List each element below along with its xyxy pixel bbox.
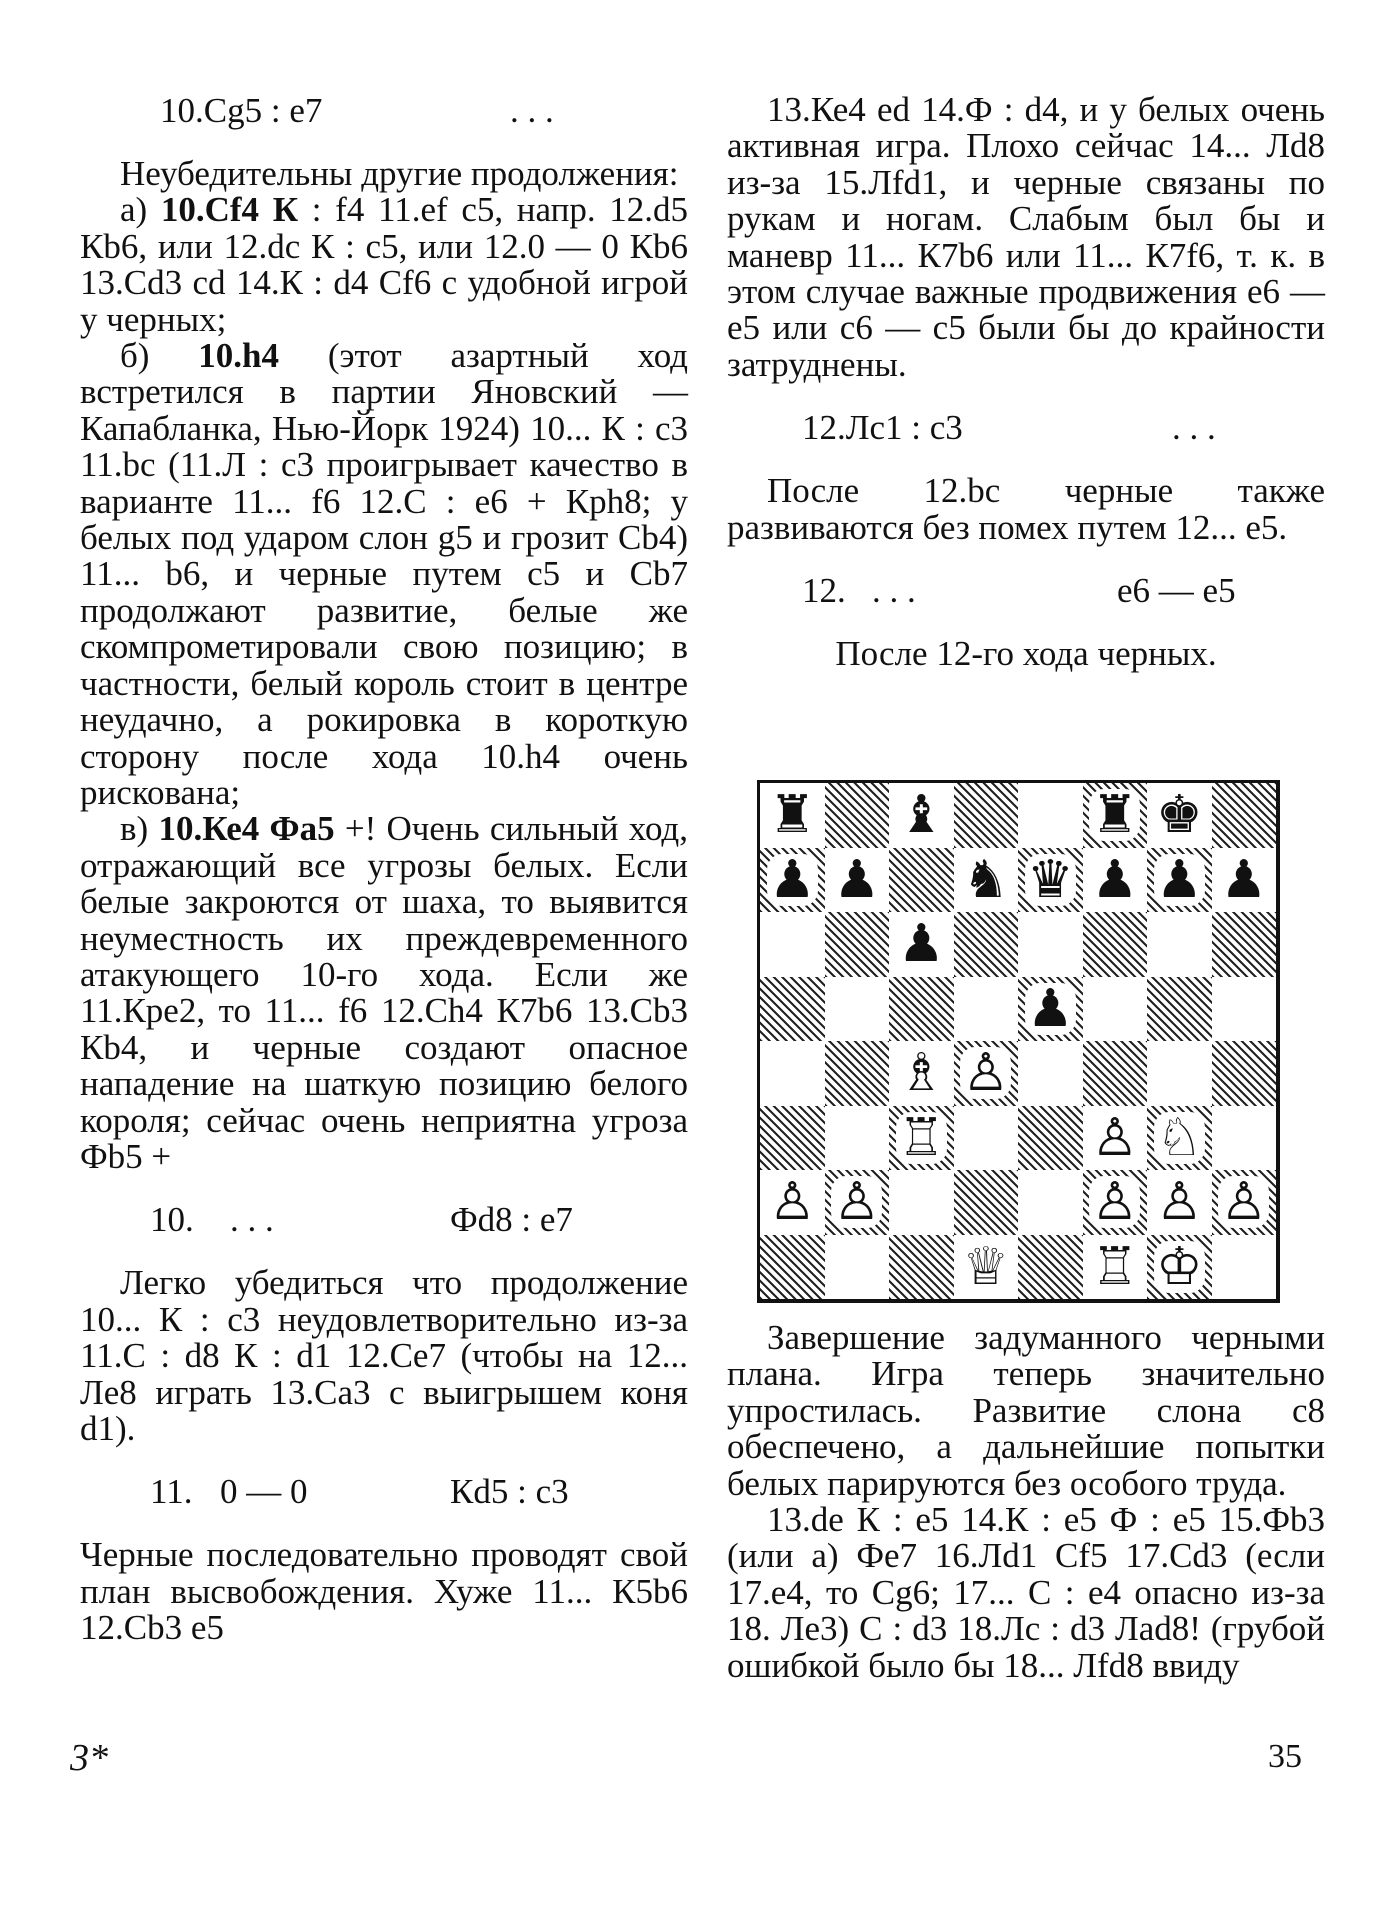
move-number: 10.Cg5 : e7 — [160, 91, 323, 130]
chess-piece-icon: ♗ — [897, 1043, 945, 1104]
board-square — [1147, 783, 1212, 848]
board-square — [1212, 1106, 1277, 1171]
page-number: 35 — [1268, 1738, 1302, 1775]
paragraph: Неубедительны другие продолжения: — [120, 154, 679, 193]
chess-piece-icon: ♙ — [768, 1172, 816, 1233]
board-square — [1147, 912, 1212, 977]
board-square — [889, 1170, 954, 1235]
board-square — [825, 912, 890, 977]
chess-piece-icon: ♟ — [768, 849, 816, 910]
board-square — [889, 783, 954, 848]
board-square — [1212, 848, 1277, 913]
move-reply: Фd8 : e7 — [450, 1200, 573, 1240]
right-column-lower — [727, 1320, 1325, 1684]
board-square — [760, 1170, 825, 1235]
chess-piece-icon: ♞ — [962, 849, 1010, 910]
board-square — [1083, 912, 1148, 977]
board-square — [1083, 977, 1148, 1042]
board-square — [760, 1041, 825, 1106]
board-square — [1018, 1170, 1083, 1235]
chess-piece-icon: ♔ — [1155, 1236, 1203, 1297]
board-square — [954, 912, 1019, 977]
variation-b: б) 10.h4 (этот азартный ход встретился в партии Яновский — Капабланка, Нью-Йорк 1924) 10... К : c3 11.bc (11.Л : c3 проигрывает качество в варианте 11... f6 12.C : e6 + Крh8; у белых под ударом слон g5 и грозит Cb4) 11... b6, и черные путем c5 и Cb7 продолжают развитие, белые же скомпрометировали свою позицию; в частности, белый король стоит в центре неудачно, а рокировка в короткую сторону после хода 10.h4 очень рискована; — [80, 336, 688, 812]
chess-piece-icon: ♟ — [1155, 849, 1203, 910]
move-line-11 — [80, 1473, 688, 1511]
board-square — [760, 848, 825, 913]
chess-piece-icon: ♟ — [1091, 849, 1139, 910]
move-number: 10. — [150, 1200, 194, 1240]
board-square — [1018, 783, 1083, 848]
board-square — [1147, 848, 1212, 913]
board-square — [1147, 977, 1212, 1042]
board-square — [889, 977, 954, 1042]
chess-piece-icon: ♝ — [897, 785, 945, 846]
chess-diagram — [757, 780, 1280, 1303]
paragraph: 13.de К : e5 14.К : e5 Ф : e5 15.Фb3 (или а) Фe7 16.Лd1 Cf5 17.Cd3 (если 17.e4, то Cg6; 17... C : e4 опасно из-за 18. Лe3) C : d3 18.Лc : d3 Лad8! (грубой ошибкой было бы 18... Лfd8 ввиду — [727, 1500, 1325, 1685]
board-square — [760, 1106, 825, 1171]
chess-piece-icon: ♛ — [1026, 849, 1074, 910]
board-square — [1018, 1106, 1083, 1171]
move-reply: e6 — e5 — [1117, 571, 1236, 611]
move-line-10 — [80, 92, 688, 130]
board-square — [1147, 1041, 1212, 1106]
board-square — [1212, 977, 1277, 1042]
board-square — [1018, 912, 1083, 977]
board-square — [889, 848, 954, 913]
chess-piece-icon: ♙ — [1220, 1172, 1268, 1233]
board-square — [954, 783, 1019, 848]
board-square — [825, 1041, 890, 1106]
board-square — [1212, 783, 1277, 848]
board-square — [1083, 1041, 1148, 1106]
board-square — [954, 1170, 1019, 1235]
chess-piece-icon: ♜ — [1091, 785, 1139, 846]
board-square — [1083, 848, 1148, 913]
paragraph: 13.Ке4 ed 14.Ф : d4, и у белых очень активная игра. Плохо сейчас 14... Лd8 из-за 15.Лfd1, и черные связаны по рукам и ногам. Слабым был бы и маневр 11... К7b6 или 11... К7f6, т. к. в этом случае важные продвижения e6 — e5 или c6 — c5 были бы до крайности затруднены. — [727, 90, 1325, 384]
right-column — [727, 92, 1325, 672]
board-square — [825, 848, 890, 913]
move-ellipsis: . . . — [510, 91, 554, 130]
move-number: 12. — [802, 571, 846, 611]
paragraph: Завершение задуманного черными плана. Игра теперь значительно упростилась. Развитие слона c8 обеспечено, а дальнейшие попытки белых парируются без особого труда. — [727, 1318, 1325, 1503]
move-white: 0 — 0 — [220, 1472, 308, 1512]
board-square — [954, 1106, 1019, 1171]
chess-piece-icon: ♟ — [1026, 978, 1074, 1039]
board-square — [1083, 1235, 1148, 1300]
board-square — [889, 912, 954, 977]
move-line-12w — [727, 409, 1325, 447]
chess-piece-icon: ♘ — [1155, 1107, 1203, 1168]
chess-piece-icon: ♙ — [962, 1043, 1010, 1104]
board-square — [1147, 1106, 1212, 1171]
board-square — [760, 783, 825, 848]
move-ellipsis: . . . — [872, 571, 916, 611]
board-square — [825, 1106, 890, 1171]
chess-piece-icon: ♟ — [1220, 849, 1268, 910]
left-column — [80, 92, 688, 1647]
board-square — [1018, 848, 1083, 913]
board-square — [1147, 1235, 1212, 1300]
board-square — [889, 1106, 954, 1171]
board-square — [1083, 1170, 1148, 1235]
board-square — [825, 1235, 890, 1300]
board-square — [1083, 1106, 1148, 1171]
chess-piece-icon: ♚ — [1155, 785, 1203, 846]
board-square — [889, 1235, 954, 1300]
board-square — [954, 1041, 1019, 1106]
move-ellipsis: . . . — [1172, 408, 1216, 448]
chess-piece-icon: ♖ — [1091, 1236, 1139, 1297]
board-square — [825, 977, 890, 1042]
board-square — [1212, 1170, 1277, 1235]
diagram-caption: После 12-го хода черных. — [835, 634, 1217, 674]
move-number: 12.Лc1 : c3 — [802, 408, 963, 448]
chess-piece-icon: ♖ — [897, 1107, 945, 1168]
chess-piece-icon: ♜ — [768, 785, 816, 846]
move-reply: Кd5 : c3 — [450, 1472, 569, 1512]
signature-mark: 3* — [70, 1737, 108, 1779]
board-square — [1018, 977, 1083, 1042]
board-square — [1212, 1235, 1277, 1300]
paragraph: Черные последовательно проводят свой план высвобождения. Хуже 11... К5b6 12.Cb3 e5 — [80, 1535, 688, 1648]
move-ellipsis: . . . — [230, 1200, 274, 1240]
board-square — [1147, 1170, 1212, 1235]
board-square — [954, 977, 1019, 1042]
board-square — [889, 1041, 954, 1106]
board-square — [760, 912, 825, 977]
board-square — [1083, 783, 1148, 848]
chess-piece-icon: ♙ — [1155, 1172, 1203, 1233]
board-square — [954, 1235, 1019, 1300]
board-square — [954, 848, 1019, 913]
board-square — [1018, 1235, 1083, 1300]
board-square — [825, 783, 890, 848]
chess-piece-icon: ♙ — [833, 1172, 881, 1233]
chess-piece-icon: ♟ — [833, 849, 881, 910]
board-square — [1212, 1041, 1277, 1106]
board-square — [1018, 1041, 1083, 1106]
paragraph: После 12.bc черные также развиваются без помех путем 12... e5. — [727, 471, 1325, 547]
board-square — [760, 977, 825, 1042]
board-square — [825, 1170, 890, 1235]
move-line-12b — [727, 572, 1325, 610]
chess-piece-icon: ♙ — [1091, 1172, 1139, 1233]
variation-c: в) 10.Ке4 Фа5 +! Очень сильный ход, отражающий все угрозы белых. Если белые закроются от шаха, то выявится неуместность их преждевременного атакующего 10-го хода. Если же 11.Кре2, то 11... f6 12.Ch4 К7b6 13.Cb3 Кb4, и черные создают опасное нападение на шаткую позицию белого короля; сейчас очень неприятна угроза Фb5 + — [80, 809, 688, 1176]
board-square — [760, 1235, 825, 1300]
paragraph: Легко убедиться что продолжение 10... К : c3 неудовлетворительно из-за 11.C : d8 К : d1 12.Ce7 (чтобы на 12... Лe8 играть 13.Ca3 с выигрышем коня d1). — [80, 1263, 688, 1448]
move-number: 11. — [150, 1472, 193, 1512]
chess-piece-icon: ♙ — [1091, 1107, 1139, 1168]
variation-a: а) 10.Cf4 К : f4 11.ef c5, напр. 12.d5 Кb6, или 12.dc К : c5, или 12.0 — 0 Кb6 13.Cd3 cd 14.К : d4 Cf6 с удобной игрой у черных; — [80, 190, 688, 339]
chess-piece-icon: ♕ — [962, 1236, 1010, 1297]
move-line-10b — [80, 1201, 688, 1239]
chess-board — [760, 783, 1280, 1303]
chess-piece-icon: ♟ — [897, 914, 945, 975]
board-square — [1212, 912, 1277, 977]
